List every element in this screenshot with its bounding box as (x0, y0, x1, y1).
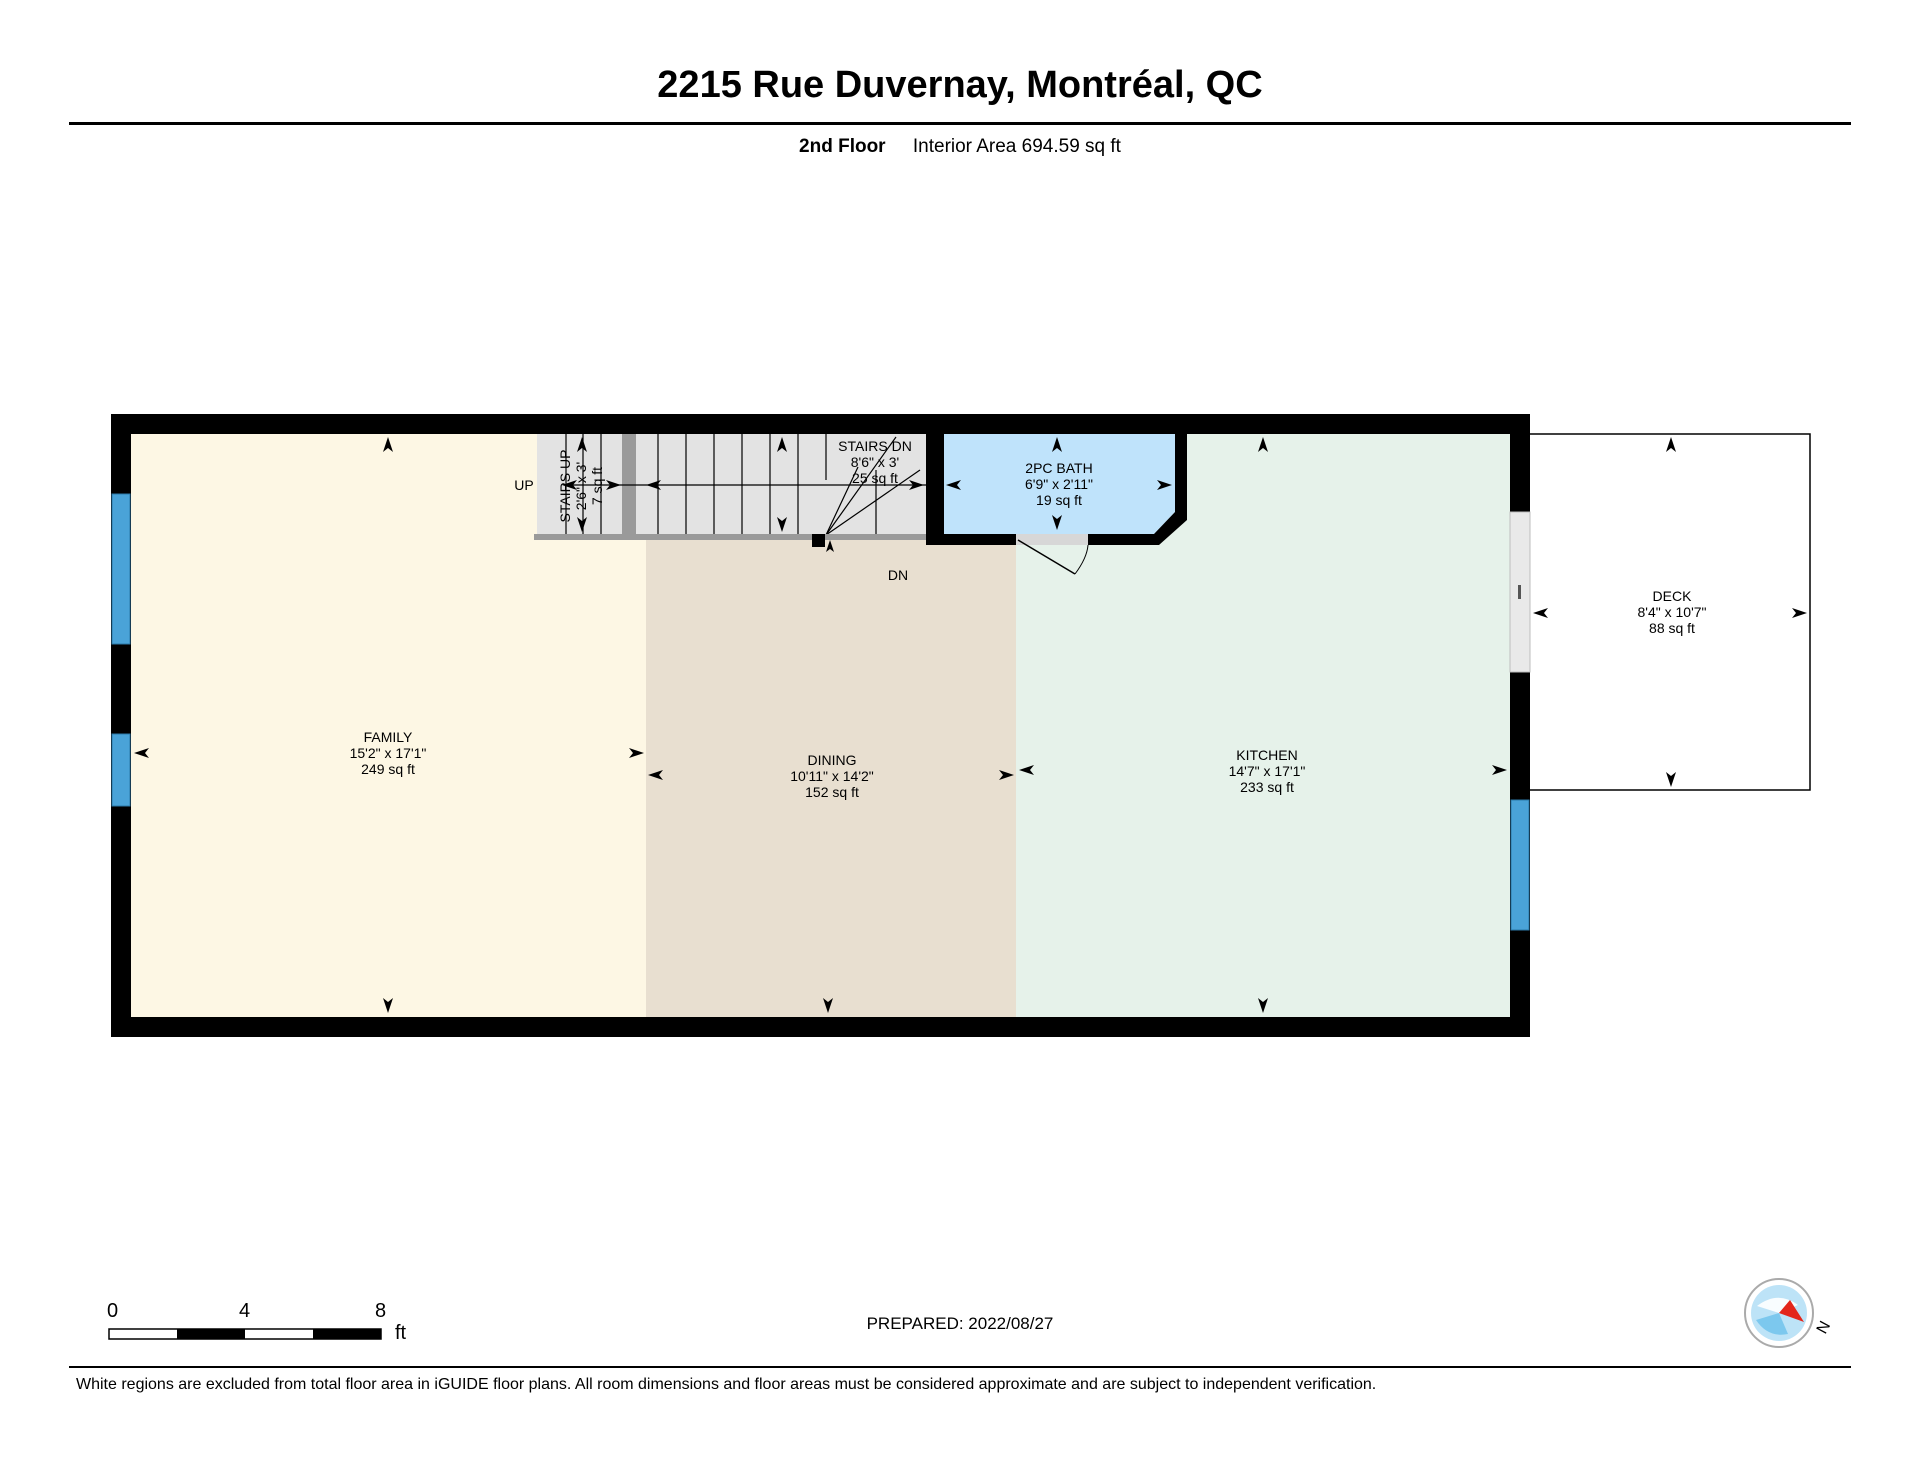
family-area: 249 sq ft (361, 761, 415, 777)
bath-area: 19 sq ft (1036, 492, 1082, 508)
scale-tick-0: 0 (107, 1300, 119, 1322)
dining-name: DINING (807, 752, 857, 768)
stairs-up-area: 7 sq ft (589, 466, 605, 506)
stairs-up-name: STAIRS UP (557, 449, 573, 523)
prepared-date: PREPARED: 2022/08/27 (866, 1314, 1054, 1333)
kitchen-area: 233 sq ft (1240, 779, 1294, 795)
scale-tick-8: 8 (375, 1300, 387, 1322)
up-marker: UP (514, 477, 534, 493)
bath-dims: 6'9" x 2'11" (1025, 476, 1093, 492)
family-name: FAMILY (363, 729, 413, 745)
stairs-up-dims: 2'6" x 3' (573, 461, 589, 511)
deck-area: 88 sq ft (1649, 620, 1695, 636)
compass-label: N (1813, 1318, 1835, 1337)
bath-name: 2PC BATH (1025, 460, 1093, 476)
deck-name: DECK (1652, 588, 1692, 604)
page-title: 2215 Rue Duvernay, Montréal, QC (657, 64, 1263, 106)
dn-marker: DN (887, 567, 909, 583)
kitchen-dims: 14'7" x 17'1" (1228, 763, 1306, 779)
scale-unit: ft (395, 1322, 407, 1344)
compass-icon (1745, 1279, 1813, 1347)
stairs-dn-dims: 8'6" x 3' (850, 454, 900, 470)
dining-area: 152 sq ft (805, 784, 859, 800)
stairs-dn-area: 25 sq ft (852, 470, 898, 486)
deck-dims: 8'4" x 10'7" (1637, 604, 1707, 620)
disclaimer: White regions are excluded from total floor area in iGUIDE floor plans. All room dimensions and floor areas must be considered approximate and are subject to independent verification. (76, 1376, 1377, 1393)
scale-tick-4: 4 (239, 1300, 251, 1322)
footer-divider (69, 1366, 1851, 1368)
floor-label: 2nd Floor (799, 136, 886, 157)
family-dims: 15'2" x 17'1" (349, 745, 427, 761)
interior-area: Interior Area 694.59 sq ft (912, 136, 1121, 157)
kitchen-name: KITCHEN (1236, 747, 1298, 763)
stairs-dn-name: STAIRS DN (838, 438, 912, 454)
dining-dims: 10'11" x 14'2" (790, 768, 874, 784)
